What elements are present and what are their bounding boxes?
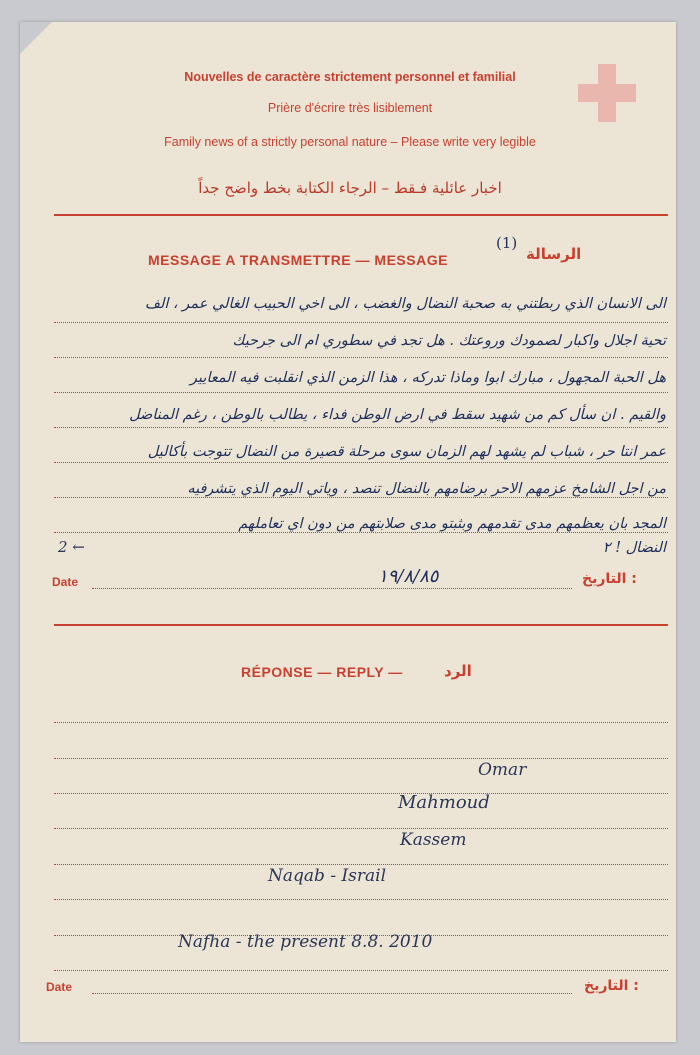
message-date-rule <box>92 588 572 589</box>
folded-corner <box>20 22 52 54</box>
message-line-rule <box>54 392 668 393</box>
message-line-rule <box>54 322 668 323</box>
reply-line-rule <box>54 899 668 900</box>
message-handwritten-line: هل الحبة المجهول ، مبارك ابوا وماذا تدركه ، هذا الزمن الذي انقلبت فيه المعايير <box>190 370 666 386</box>
header-english: Family news of a strictly personal nature – Please write very legible <box>164 135 536 149</box>
message-handwritten-line: والقيم . ان سأل كم من شهيد سقط في ارض الوطن فداء ، يطالب بالوطن ، رغم المناضل <box>129 407 666 423</box>
message-handwritten-line: المجد بان يعظمهم مدى تقدمهم وبثبتو مدى صلابتهم من دون اي تعاملهم <box>238 516 666 532</box>
header-divider <box>54 214 668 216</box>
message-date-label: Date <box>52 575 79 589</box>
reply-field-address: Naqab - Israil <box>268 866 387 886</box>
message-title: MESSAGE A TRANSMETTRE — MESSAGE <box>148 252 448 268</box>
page-marker: (1) <box>496 234 518 252</box>
message-handwritten-line: عمر انتا حر ، شباب لم يشهد لهم الزمان سوى مرحلة قصيرة من النضال تتوجت بأكاليل <box>147 444 666 460</box>
reply-field-first-name: Omar <box>478 760 527 780</box>
reply-date-label-arabic: التاريخ : <box>584 978 639 994</box>
reply-line-rule <box>54 793 668 794</box>
reply-line-rule <box>54 758 668 759</box>
message-line-rule <box>54 427 668 428</box>
section-divider <box>54 624 668 626</box>
message-handwritten-line: من اجل الشامخ عزمهم الاحر برضامهم بالنضال تنصد ، وياتي اليوم الذي يتشرفيه <box>187 481 666 497</box>
reply-line-rule <box>54 828 668 829</box>
header-instruction-french: Prière d'écrire très lisiblement <box>267 101 433 115</box>
message-handwritten-line: النضال ! ٢ <box>602 540 666 556</box>
header-arabic: اخبار عائلية فـقط – الرجاء الكتابة بخط واضح جداً <box>198 179 502 197</box>
reply-title-arabic: الرد <box>444 662 472 680</box>
message-title-arabic: الرسالة <box>526 245 582 263</box>
reply-field-father-name: Mahmoud <box>398 792 490 813</box>
reply-field-location: Nafha - the present 8.8. 2010 <box>178 932 433 952</box>
message-line-rule <box>54 357 668 358</box>
message-handwritten-line: الى الانسان الذي ربطتني به صحبة النضال والغضب ، الى اخي الحبيب الغالي عمر ، الف <box>144 296 666 312</box>
reply-line-rule <box>54 970 668 971</box>
reply-title: RÉPONSE — REPLY — <box>241 664 403 680</box>
message-date-label-arabic: التاريخ : <box>582 571 637 587</box>
reply-date-label: Date <box>46 980 73 994</box>
reply-date-rule <box>92 993 572 994</box>
reply-line-rule <box>54 722 668 723</box>
message-date-value: ١٩/٨/٨٥ <box>378 566 439 587</box>
message-handwritten-line: تحية اجلال واكبار لصمودك وروعتك . هل تجد في سطوري ام الى جرحيك <box>232 333 666 349</box>
reply-field-family-name: Kassem <box>400 830 467 850</box>
header-french: Nouvelles de caractère strictement personnel et familial <box>184 70 516 84</box>
message-line-rule <box>54 532 668 533</box>
continue-arrow: 2 ← <box>58 538 85 556</box>
message-line-rule <box>54 497 668 498</box>
message-line-rule <box>54 462 668 463</box>
reply-line-rule <box>54 864 668 865</box>
